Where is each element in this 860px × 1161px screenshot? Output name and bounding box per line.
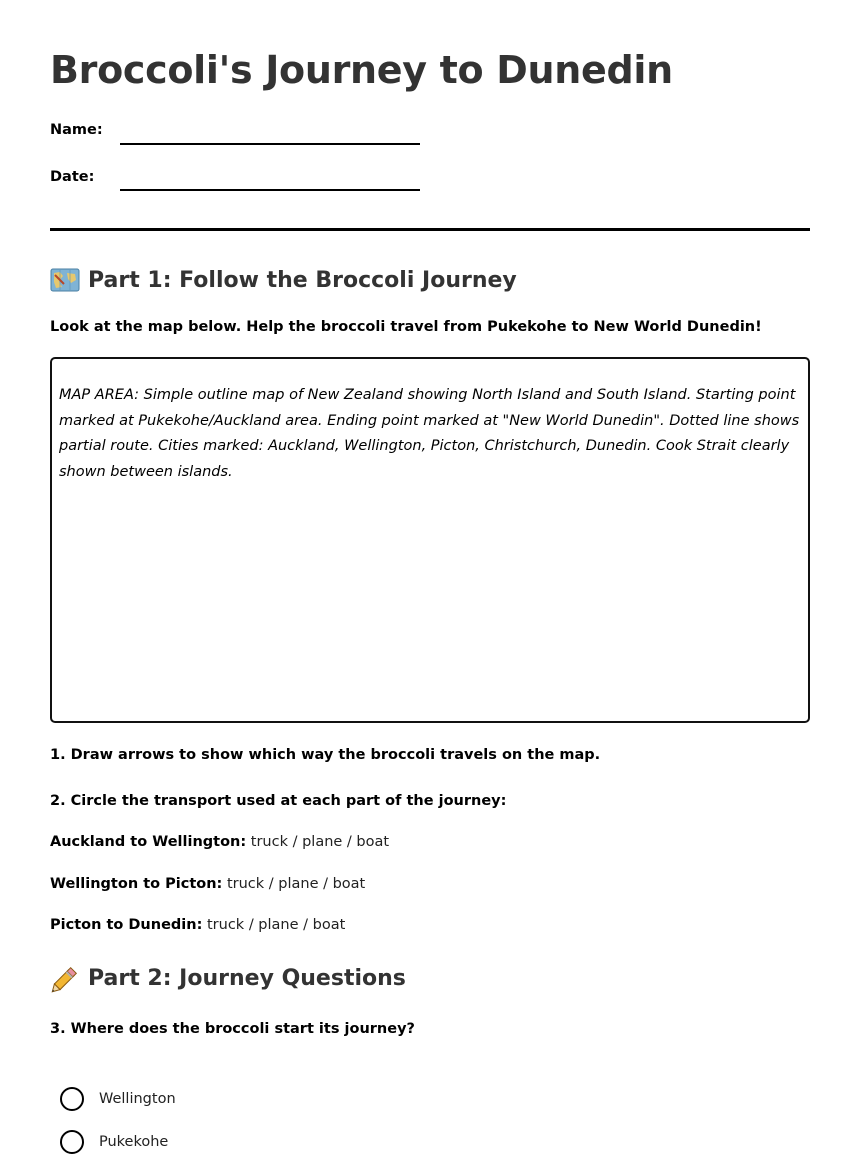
date-field[interactable] [120,189,420,191]
leg-options[interactable]: truck / plane / boat [207,917,346,933]
transport-leg-3[interactable] [50,917,345,933]
date-label: Date: [50,169,95,185]
leg-options[interactable]: truck / plane / boat [250,834,390,850]
transport-leg-1[interactable] [50,834,389,850]
name-field[interactable] [120,143,420,145]
question-2: 2. Circle the transport used at each part of the journey: [50,793,507,809]
pencil-icon [50,965,80,991]
part2-heading [50,965,406,991]
leg-options[interactable]: truck / plane / boat [226,876,366,892]
header-divider [50,228,810,231]
radio-button[interactable] [60,1130,84,1154]
part1-heading-text: Part 1: Follow the Broccoli Journey [88,267,517,293]
option-label: Wellington [99,1091,176,1107]
answer-option-wellington[interactable] [60,1087,176,1111]
page-title: Broccoli's Journey to Dunedin [50,48,673,92]
answer-option-pukekohe[interactable] [60,1130,168,1154]
part1-heading [50,267,517,293]
leg-route: Auckland to Wellington: [50,834,247,850]
question-1: 1. Draw arrows to show which way the broccoli travels on the map. [50,747,601,763]
name-label: Name: [50,122,103,138]
leg-route: Wellington to Picton: [50,876,223,892]
option-label: Pukekohe [99,1134,169,1150]
part2-heading-text: Part 2: Journey Questions [88,965,406,991]
map-area[interactable] [50,357,810,723]
question-3: 3. Where does the broccoli start its journey? [50,1021,415,1037]
part1-instructions: Look at the map below. Help the broccoli travel from Pukekohe to New World Dunedin! [50,319,762,335]
radio-button[interactable] [60,1087,84,1111]
transport-leg-2[interactable] [50,876,365,892]
map-placeholder-text: MAP AREA: Simple outline map of New Zealand showing North Island and South Island. Starting point marked at Pukekohe/Auckland area. Ending point marked at "New World Dunedin". Dotted line shows partial route. Cities marked: Auckland, Wellington, Picton, Christchurch, Dunedin. Cook Strait clearly shown between islands. [59,387,800,480]
leg-route: Picton to Dunedin: [50,917,203,933]
map-icon [50,267,80,293]
